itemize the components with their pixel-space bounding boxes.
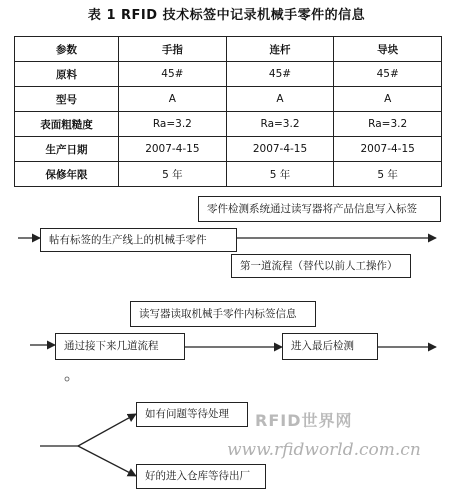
table-header-cell: 手指 [119, 37, 227, 62]
table-cell: Ra=3.2 [334, 112, 442, 137]
watermark-url: www.rfidworld.com.cn [227, 440, 421, 460]
table-row-label: 保修年限 [15, 162, 119, 187]
box-good: 好的进入仓库等待出厂 [136, 464, 266, 489]
table-row-label: 型号 [15, 87, 119, 112]
box-problem: 如有问题等待处理 [136, 402, 248, 427]
table-title: 表 1 RFID 技术标签中记录机械手零件的信息 [87, 8, 366, 23]
table-cell: 45# [334, 62, 442, 87]
watermark-text: RFID世界网 [255, 411, 353, 430]
box-next-process: 通过接下来几道流程 [55, 333, 185, 360]
table-header-cell: 参数 [15, 37, 119, 62]
box-read-tag: 读写器读取机械手零件内标签信息 [130, 301, 316, 327]
table-cell: Ra=3.2 [119, 112, 227, 137]
stray-dot [65, 377, 69, 381]
arrow-branch-up [78, 414, 136, 446]
table-header-cell: 连杆 [226, 37, 334, 62]
table-cell: 45# [119, 62, 227, 87]
table-cell: A [226, 87, 334, 112]
box-tagged-part: 帖有标签的生产线上的机械手零件 [40, 228, 237, 252]
table-row-label: 生产日期 [15, 137, 119, 162]
table-cell: 2007-4-15 [226, 137, 334, 162]
table-cell: 2007-4-15 [334, 137, 442, 162]
box-first-process: 第一道流程（替代以前人工操作） [231, 254, 411, 278]
table-cell: 5 年 [334, 162, 442, 187]
table-cell: Ra=3.2 [226, 112, 334, 137]
table-row-label: 表面粗糙度 [15, 112, 119, 137]
table-cell: A [334, 87, 442, 112]
table-cell: 5 年 [226, 162, 334, 187]
table-cell: A [119, 87, 227, 112]
table-header-cell: 导块 [334, 37, 442, 62]
table-cell: 45# [226, 62, 334, 87]
table-row-label: 原料 [15, 62, 119, 87]
table-cell: 2007-4-15 [119, 137, 227, 162]
arrow-branch-down [78, 446, 136, 476]
box-write-tag: 零件检测系统通过读写器将产品信息写入标签 [198, 196, 441, 222]
box-final-check: 进入最后检测 [282, 333, 378, 360]
table-cell: 5 年 [119, 162, 227, 187]
